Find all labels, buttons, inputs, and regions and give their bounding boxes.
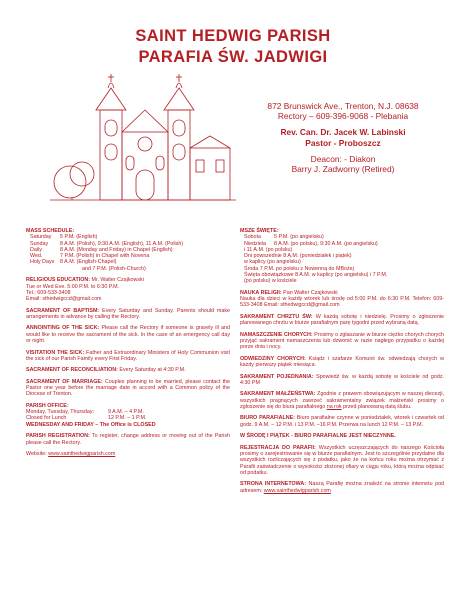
biuro-heading: BIURO PARAFIALNE:: [240, 415, 295, 422]
msze-heading: MSZE ŚWIĘTE:: [240, 228, 279, 234]
parish-office: [26, 403, 230, 428]
chrzest-heading: SAKRAMENT CHRZTU ŚW:: [240, 313, 313, 320]
address: 872 Brunswick Ave., Trenton, N.J. 08638: [267, 101, 419, 111]
office-row: Monday, Tuesday, Thursday: 9 A.M. – 4 P.M.: [26, 409, 144, 416]
pastor-title: Pastor - Proboszcz: [305, 137, 381, 148]
malzenstwa-heading: SAKRAMENT MAŁŻEŃSTWA:: [240, 391, 316, 398]
biuro-section: BIURO PARAFIALNE: Biuro parafialne czynne w poniedziałek, wtorek i czwartek od godz. 9 A.M. – 12 P.M. i 13 P.M. –16 P.M. Przerwa na lunch 12 P.M. – 13 P.M.: [240, 415, 444, 428]
pojednania-heading: SAKRAMENT POJEDNANIA:: [240, 373, 314, 380]
biuro-closed-section: [240, 433, 444, 439]
biuro-closed-notice: W ŚRODĘ I PIĄTEK - BIURO PARAFIALNE JEST NIECZYNNE.: [240, 433, 396, 440]
mass-row: Holy Days 8 A.M. (English-Chapel): [30, 259, 117, 266]
mass-row: Wed. 7 P.M. (Polish) in Chapel with Novena: [30, 253, 150, 260]
religious-education-heading: RELIGIOUS EDUCATION:: [26, 277, 91, 284]
pojednania-section: SAKRAMENT POJEDNANIA: Spowiedź św. w każdą sobotę w kościele od godz. 4:30 PM: [240, 373, 444, 386]
mass-schedule-heading: MASS SCHEDULE:: [26, 228, 75, 234]
odwiedziny-heading: ODWIEDZINY CHORYCH:: [240, 355, 306, 362]
registration-heading: PARISH REGISTRATION:: [26, 433, 90, 440]
msze-schedule: MSZE ŚWIĘTE: Sobota 5 P.M. (po angielsku) Niedziela 8 A.M. (po polsku), 9:30 A.M. (po angielsku) i 11 A.M. (po polsku) Dni powszednie 8 A.M. (poniedziałek i piątek) w kaplicy (po angielsku) Środa 7 P.M. po polsku z Nowenną do MBożej Święta obowiązkowe 8 A.M. w kaplicy (po angielsku) i 7 P.M. (po polsku) w kościele: [240, 228, 444, 285]
strona-section: STRONA INTERNETOWA: Naszą Parafię można znaleźć na stronie internetu pod adresem: www.sainthedwigparish.com: [240, 481, 445, 494]
mass-row: Daily 8 A.M. (Monday and Friday) in Chapel (English): [30, 246, 173, 253]
namaszczenie-section: NAMASZCZENIE CHORYCH: Prosimy o zgłaszanie w biurze ciężko chorych chorych przyjąć sakrament namaszczenia lub dzwonić w razie nagłego przypadku o każdej porze dnia i nocy.: [240, 331, 444, 351]
rejestracja-heading: REJESTRACJA DO PARAFII:: [240, 444, 316, 451]
website-link[interactable]: www.sainthedwigparish.com: [48, 451, 116, 457]
reconciliation-heading: SACRAMENT OF RECONCILIATION:: [26, 367, 118, 374]
msze-row: Sobota 5 P.M. (po angielsku): [244, 234, 324, 241]
polish-column: [240, 228, 444, 499]
mass-row: and 7 P.M. (Polish-Church): [82, 265, 146, 272]
strona-heading: STRONA INTERNETOWA:: [240, 481, 307, 488]
english-column: [26, 228, 230, 462]
mass-row: Sunday 8 A.M. (Polish), 9:30 A.M. (English), 11 A.M. (Polish): [30, 240, 184, 247]
chrzest-section: SAKRAMENT CHRZTU ŚW: W każdą sobotę i niedzielę. Prosimy o zgłoszenie planowanego chrztu w biurze parafialnym parę tygodni przed wybraną datą.: [240, 313, 444, 327]
rejestracja-section: REJESTRACJA DO PARAFII: Wszystkich uczęszczających do naszego Kościoła prosimy o zarejestrowanie się w biurze parafialnym. Jest to szczególnie przydatne dla wszystkich rozliczających się z podatku, jako że na końcu roku można otrzymać z Parafii zaświadczenie o wysokości złożonej ofiary w ciągu roku, którą można odpisać od podatku.: [240, 444, 444, 476]
malzenstwa-section: SAKRAMENT MAŁŻEŃSTWA: Zgodnie z prawem obowiązującym w naszej diecezji, wszystkich pragnących zawrzeć sakramentalny związek małżeński prosimy o zgłoszenie się do biura parafialnego na rok przed planowaną datą ślubu.: [240, 391, 444, 410]
odwiedziny-section: ODWIEDZINY CHORYCH: Ksiądz i szafarze Komunii św. odwiedzają chorych w każdy pierwszy piątek miesiąca.: [240, 355, 445, 369]
visitation-heading: VISITATION THE SICK:: [26, 349, 85, 356]
anointing-heading: ANNOINTING OF THE SICK:: [26, 325, 100, 332]
baptism-heading: SACRAMENT OF BAPTISM:: [26, 307, 100, 314]
website-section: Website: www.sainthedwigparish.com: [26, 451, 116, 457]
mass-row: Saturday 5 P.M. (English): [30, 234, 98, 241]
parish-title-polish: PARAFIA ŚW. JADWIGI: [138, 48, 328, 66]
visitation-section: VISITATION THE SICK: Father and Extraordinary Ministers of Holy Communion visit the sick of our Parish Family every First Friday.: [26, 349, 230, 362]
baptism-section: SACRAMENT OF BAPTISM: Every Saturday and Sunday. Parents should make arrangements in advance by calling the Rectory.: [26, 307, 230, 320]
parish-title-english: SAINT HEDWIG PARISH: [135, 27, 331, 45]
pastor-name: Rev. Can. Dr. Jacek W. Labinski: [280, 127, 406, 138]
namaszczenie-heading: NAMASZCZENIE CHORYCH:: [240, 331, 313, 338]
contact-block: [232, 101, 454, 174]
anointing-section: ANNOINTING OF THE SICK: Please call the Rectory if someone is gravely ill and would like to receive the sacrament of the sick. In the case of an emergency call day or night.: [26, 325, 231, 345]
church-illustration: [40, 70, 240, 210]
office-heading: PARISH OFFICE:: [26, 402, 69, 409]
nauka-heading: NAUKA RELIGII:: [240, 289, 282, 296]
office-closed-notice: WEDNESDAY AND FRIDAY – The Office is CLOSED: [26, 421, 156, 428]
marriage-section: SACRAMENT OF MARRIAGE: Couples planning to be married, please contact the Pastor one year before the marriage date in accord with a Common policy of the Diocese of Trenton.: [26, 378, 230, 398]
msze-row: Niedziela 8 A.M. (po polsku), 9:30 A.M. (po angielsku): [244, 240, 378, 247]
reconciliation-section: SACRAMENT OF RECONCILIATION: Every Saturday at 4:30 P.M.: [26, 367, 186, 374]
mass-schedule: [26, 228, 230, 272]
registration-section: PARISH REGISTRATION: To register, change address or moving out of the Parish please call the Rectory.: [26, 433, 230, 446]
deacon-title: Deacon: - Diakon: [310, 153, 376, 164]
deacon-name: Barry J. Zadworny (Retired): [291, 164, 395, 175]
religious-education: RELIGIOUS EDUCATION: Mr. Walter Czajkowski Tue or Wed Eve. 5:00 P.M. to 6:30 P.M. Tel.: 609-533-3408 Email: sthedwigccd@gmail.com: [26, 277, 144, 303]
marriage-heading: SACRAMENT OF MARRIAGE:: [26, 378, 103, 385]
strona-link[interactable]: www.sainthedwigparish.com: [263, 487, 331, 494]
rectory-phone: Rectory – 609-396-9068 - Plebania: [277, 111, 409, 122]
office-row: Closed for Lunch 12 P.M. – 1 P.M.: [26, 415, 147, 422]
nauka-section: NAUKA RELIGII: Pan Walter Czajkowski Nauka dla dzieci w każdy wtorek lub środę od 5:00 P.M. do 6:30 P.M. Telefon: 609-533-3408 Email: sthedwigccd@gmail.com: [240, 289, 444, 309]
